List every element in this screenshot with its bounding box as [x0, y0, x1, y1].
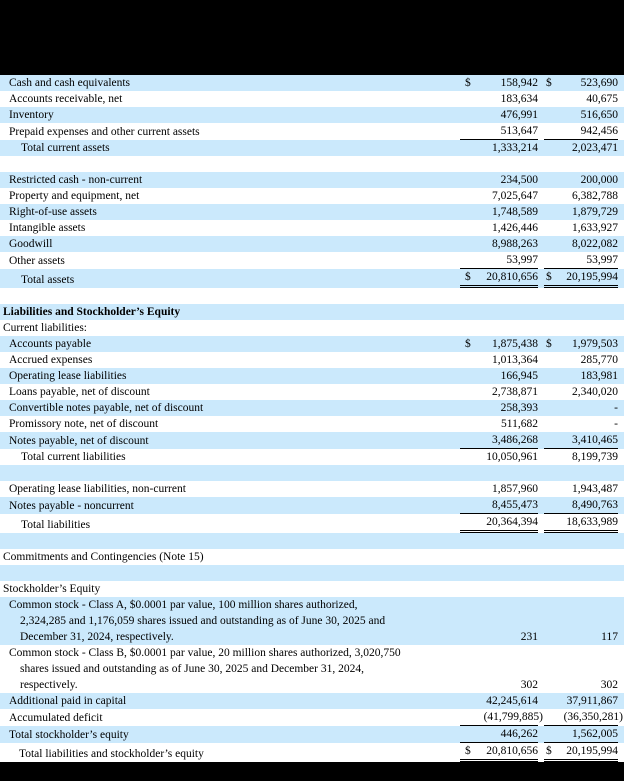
row-value: 158,942 [500, 77, 538, 89]
row-value: 523,690 [580, 77, 618, 89]
table-row [0, 220, 624, 236]
row-value: 446,262 [500, 728, 538, 740]
value-cell-v2 [544, 188, 618, 204]
row-value: 1,333,214 [492, 142, 538, 154]
dollar-sign: $ [546, 77, 552, 89]
value-cell-v1 [460, 384, 538, 400]
row-label: Cash and cash equivalents [9, 77, 131, 89]
row-value: 166,945 [500, 370, 538, 382]
spacer-row [0, 533, 624, 549]
row-label: Commitments and Contingencies (Note 15) [3, 551, 204, 563]
row-value: - [614, 402, 618, 414]
value-cell-v1 [460, 252, 538, 269]
value-cell-v2 [544, 693, 618, 709]
value-cell-v2 [544, 123, 618, 140]
value-cell-v2 [544, 743, 618, 762]
table-row [0, 188, 624, 204]
row-label: Accumulated deficit [9, 712, 103, 724]
row-value: 1,943,487 [572, 483, 618, 495]
value-cell-v2 [544, 400, 618, 416]
value-cell-v2 [544, 677, 618, 693]
row-label: Total current assets [21, 142, 110, 154]
row-label: Operating lease liabilities, non-current [9, 483, 186, 495]
value-cell-v1 [460, 75, 538, 91]
value-cell-v1 [460, 107, 538, 123]
row-value: 1,748,589 [492, 206, 538, 218]
row-value: 37,911,867 [566, 695, 618, 707]
row-label: Accounts payable [9, 338, 92, 350]
dollar-sign: $ [465, 338, 471, 350]
value-cell-v2 [544, 220, 618, 236]
row-value: 516,650 [580, 109, 618, 121]
row-label: Accounts receivable, net [9, 93, 123, 105]
row-label: Intangible assets [9, 222, 86, 234]
value-cell-v1 [460, 188, 538, 204]
row-label: Promissory note, net of discount [9, 418, 159, 430]
row-label: Goodwill [9, 238, 53, 250]
row-value: 1,875,438 [492, 338, 538, 350]
row-label-line: Common stock - Class A, $0.0001 par value, 100 million shares authorized, [9, 599, 358, 611]
value-cell-v1 [460, 481, 538, 497]
table-row [0, 384, 624, 400]
row-value: 511,682 [501, 418, 538, 430]
row-value: 1,426,446 [492, 222, 538, 234]
value-cell-v2 [544, 629, 618, 645]
value-cell-v1 [460, 449, 538, 465]
row-value: 2,023,471 [572, 142, 618, 154]
spacer-row [0, 465, 624, 481]
value-cell-v1 [460, 677, 538, 693]
table-row [0, 597, 624, 645]
table-row [0, 140, 624, 156]
row-label: Total current liabilities [21, 451, 126, 463]
spacer-row [0, 565, 624, 581]
row-label: Other assets [9, 255, 65, 267]
value-cell-v2 [544, 336, 618, 352]
table-row [0, 549, 624, 565]
value-cell-v2 [544, 252, 618, 269]
value-cell-v1 [460, 400, 538, 416]
row-value: 53,997 [506, 254, 538, 266]
value-cell-v2 [544, 497, 618, 514]
table-row [0, 91, 624, 107]
bottom-black-bar [0, 762, 624, 781]
row-label [0, 645, 460, 693]
row-label: Inventory [9, 109, 54, 121]
value-cell-v2 [544, 449, 618, 465]
value-cell-v1 [460, 693, 538, 709]
row-value: 1,879,729 [572, 206, 618, 218]
value-cell-v2 [544, 709, 623, 726]
row-label-line: December 31, 2024, respectively. [20, 631, 174, 643]
row-label: Notes payable, net of discount [9, 435, 149, 447]
row-label: Total liabilities [21, 519, 91, 531]
row-label: Property and equipment, net [9, 190, 140, 202]
table-row [0, 320, 624, 336]
value-cell-v1 [460, 269, 538, 288]
row-label: Right-of-use assets [9, 206, 97, 218]
value-cell-v2 [544, 352, 618, 368]
value-cell-v2 [544, 368, 618, 384]
value-cell-v2 [544, 140, 618, 156]
value-cell-v2 [544, 172, 618, 188]
row-value: 40,675 [586, 93, 618, 105]
value-cell-v1 [460, 204, 538, 220]
table-row [0, 432, 624, 449]
row-value: 3,486,268 [492, 434, 538, 446]
value-cell-v1 [460, 91, 538, 107]
row-label: Loans payable, net of discount [9, 386, 150, 398]
row-value: 258,393 [500, 402, 538, 414]
row-value: 53,997 [586, 254, 618, 266]
row-label: Restricted cash - non-current [9, 174, 143, 186]
row-value: 1,562,005 [572, 728, 618, 740]
row-value: 20,810,656 [486, 271, 538, 283]
dollar-sign: $ [546, 745, 552, 757]
row-value: 8,199,739 [572, 451, 618, 463]
row-value: 8,022,082 [572, 238, 618, 250]
value-cell-v2 [544, 432, 618, 449]
value-cell-v2 [544, 514, 618, 533]
row-value: 1,979,503 [572, 338, 618, 350]
table-row [0, 726, 624, 743]
row-label: Stockholder’s Equity [3, 583, 101, 595]
table-row [0, 514, 624, 533]
table-row [0, 172, 624, 188]
row-label: Prepaid expenses and other current assets [9, 126, 200, 138]
row-value: 3,410,465 [572, 434, 618, 446]
row-label: Accrued expenses [9, 354, 93, 366]
table-row [0, 368, 624, 384]
value-cell-v1 [460, 336, 538, 352]
dollar-sign: $ [546, 271, 552, 283]
row-value: 942,456 [580, 125, 618, 137]
value-cell-v2 [544, 236, 618, 252]
table-row [0, 336, 624, 352]
table-row [0, 497, 624, 514]
row-value: 302 [600, 679, 618, 691]
row-value: 20,810,656 [486, 745, 538, 757]
table-row [0, 236, 624, 252]
row-label: Current liabilities: [3, 322, 87, 334]
spacer-row [0, 288, 624, 304]
row-label: Convertible notes payable, net of discount [9, 402, 204, 414]
row-label: Notes payable - noncurrent [9, 500, 134, 512]
row-value: 8,490,763 [572, 499, 618, 511]
value-cell-v2 [544, 269, 618, 288]
row-value: 10,050,961 [486, 451, 538, 463]
row-label: Additional paid in capital [9, 695, 127, 707]
row-label-line: 2,324,285 and 1,176,059 shares issued and outstanding as of June 30, 2025 and [20, 615, 386, 627]
row-label: Liabilities and Stockholder’s Equity [3, 306, 181, 318]
row-value: 20,364,394 [486, 516, 538, 528]
value-cell-v2 [544, 75, 618, 91]
dollar-sign: $ [546, 338, 552, 350]
row-value: 183,981 [580, 370, 618, 382]
dollar-sign: $ [465, 271, 471, 283]
row-value: 117 [601, 631, 618, 643]
table-row [0, 743, 624, 762]
table-row [0, 481, 624, 497]
row-value: 8,988,263 [492, 238, 538, 250]
row-value: 2,738,871 [492, 386, 538, 398]
row-value: 20,195,994 [566, 745, 618, 757]
table-row [0, 204, 624, 220]
table-row [0, 581, 624, 597]
row-value: 231 [520, 631, 538, 643]
value-cell-v2 [544, 726, 618, 743]
row-value: 42,245,614 [486, 695, 538, 707]
row-value: - [614, 418, 618, 430]
value-cell-v1 [460, 140, 538, 156]
row-label: Total assets [21, 274, 75, 286]
value-cell-v1 [460, 368, 538, 384]
value-cell-v1 [460, 172, 538, 188]
value-cell-v2 [544, 481, 618, 497]
spacer-row [0, 156, 624, 172]
value-cell-v1 [460, 416, 538, 432]
top-black-bar [0, 0, 624, 75]
value-cell-v1 [460, 726, 538, 743]
row-label: Total liabilities and stockholder’s equity [19, 748, 204, 760]
table-row [0, 709, 624, 726]
dollar-sign: $ [465, 745, 471, 757]
row-value: 1,013,364 [492, 354, 538, 366]
value-cell-v1 [460, 709, 543, 726]
value-cell-v1 [460, 432, 538, 449]
table-row [0, 123, 624, 140]
value-cell-v1 [460, 514, 538, 533]
row-value: 234,500 [500, 174, 538, 186]
row-label: Operating lease liabilities [9, 370, 127, 382]
table-row [0, 449, 624, 465]
row-label-line: respectively. [20, 679, 78, 691]
value-cell-v2 [544, 204, 618, 220]
row-value: 7,025,647 [492, 190, 538, 202]
row-label: Total stockholder’s equity [9, 729, 129, 741]
dollar-sign: $ [465, 77, 471, 89]
table-row [0, 416, 624, 432]
table-row [0, 269, 624, 288]
row-value: 1,857,960 [492, 483, 538, 495]
row-label-line: shares issued and outstanding as of June 30, 2025 and December 31, 2024, [20, 663, 364, 675]
row-label [0, 597, 460, 645]
row-value: 1,633,927 [572, 222, 618, 234]
table-row [0, 304, 624, 320]
row-value: 285,770 [580, 354, 618, 366]
value-cell-v1 [460, 497, 538, 514]
table-row [0, 107, 624, 123]
value-cell-v1 [460, 220, 538, 236]
value-cell-v1 [460, 629, 538, 645]
table-row [0, 693, 624, 709]
row-value: (41,799,885) [483, 711, 543, 723]
row-value: 20,195,994 [566, 271, 618, 283]
row-value: 18,633,989 [566, 516, 618, 528]
row-value: (36,350,281) [563, 711, 623, 723]
value-cell-v1 [460, 236, 538, 252]
table-row [0, 352, 624, 368]
row-value: 8,455,473 [492, 499, 538, 511]
row-value: 6,382,788 [572, 190, 618, 202]
table-row [0, 400, 624, 416]
value-cell-v1 [460, 743, 538, 762]
value-cell-v1 [460, 123, 538, 140]
table-row [0, 75, 624, 91]
row-label-line: Common stock - Class B, $0.0001 par value, 20 million shares authorized, 3,020,750 [9, 647, 401, 659]
table-row [0, 645, 624, 693]
balance-sheet [0, 75, 624, 762]
value-cell-v2 [544, 416, 618, 432]
row-value: 302 [520, 679, 538, 691]
table-row [0, 252, 624, 269]
row-value: 2,340,020 [572, 386, 618, 398]
row-value: 200,000 [580, 174, 618, 186]
row-value: 513,647 [500, 125, 538, 137]
value-cell-v2 [544, 384, 618, 400]
row-value: 476,991 [500, 109, 538, 121]
value-cell-v2 [544, 91, 618, 107]
value-cell-v2 [544, 107, 618, 123]
value-cell-v1 [460, 352, 538, 368]
row-value: 183,634 [500, 93, 538, 105]
